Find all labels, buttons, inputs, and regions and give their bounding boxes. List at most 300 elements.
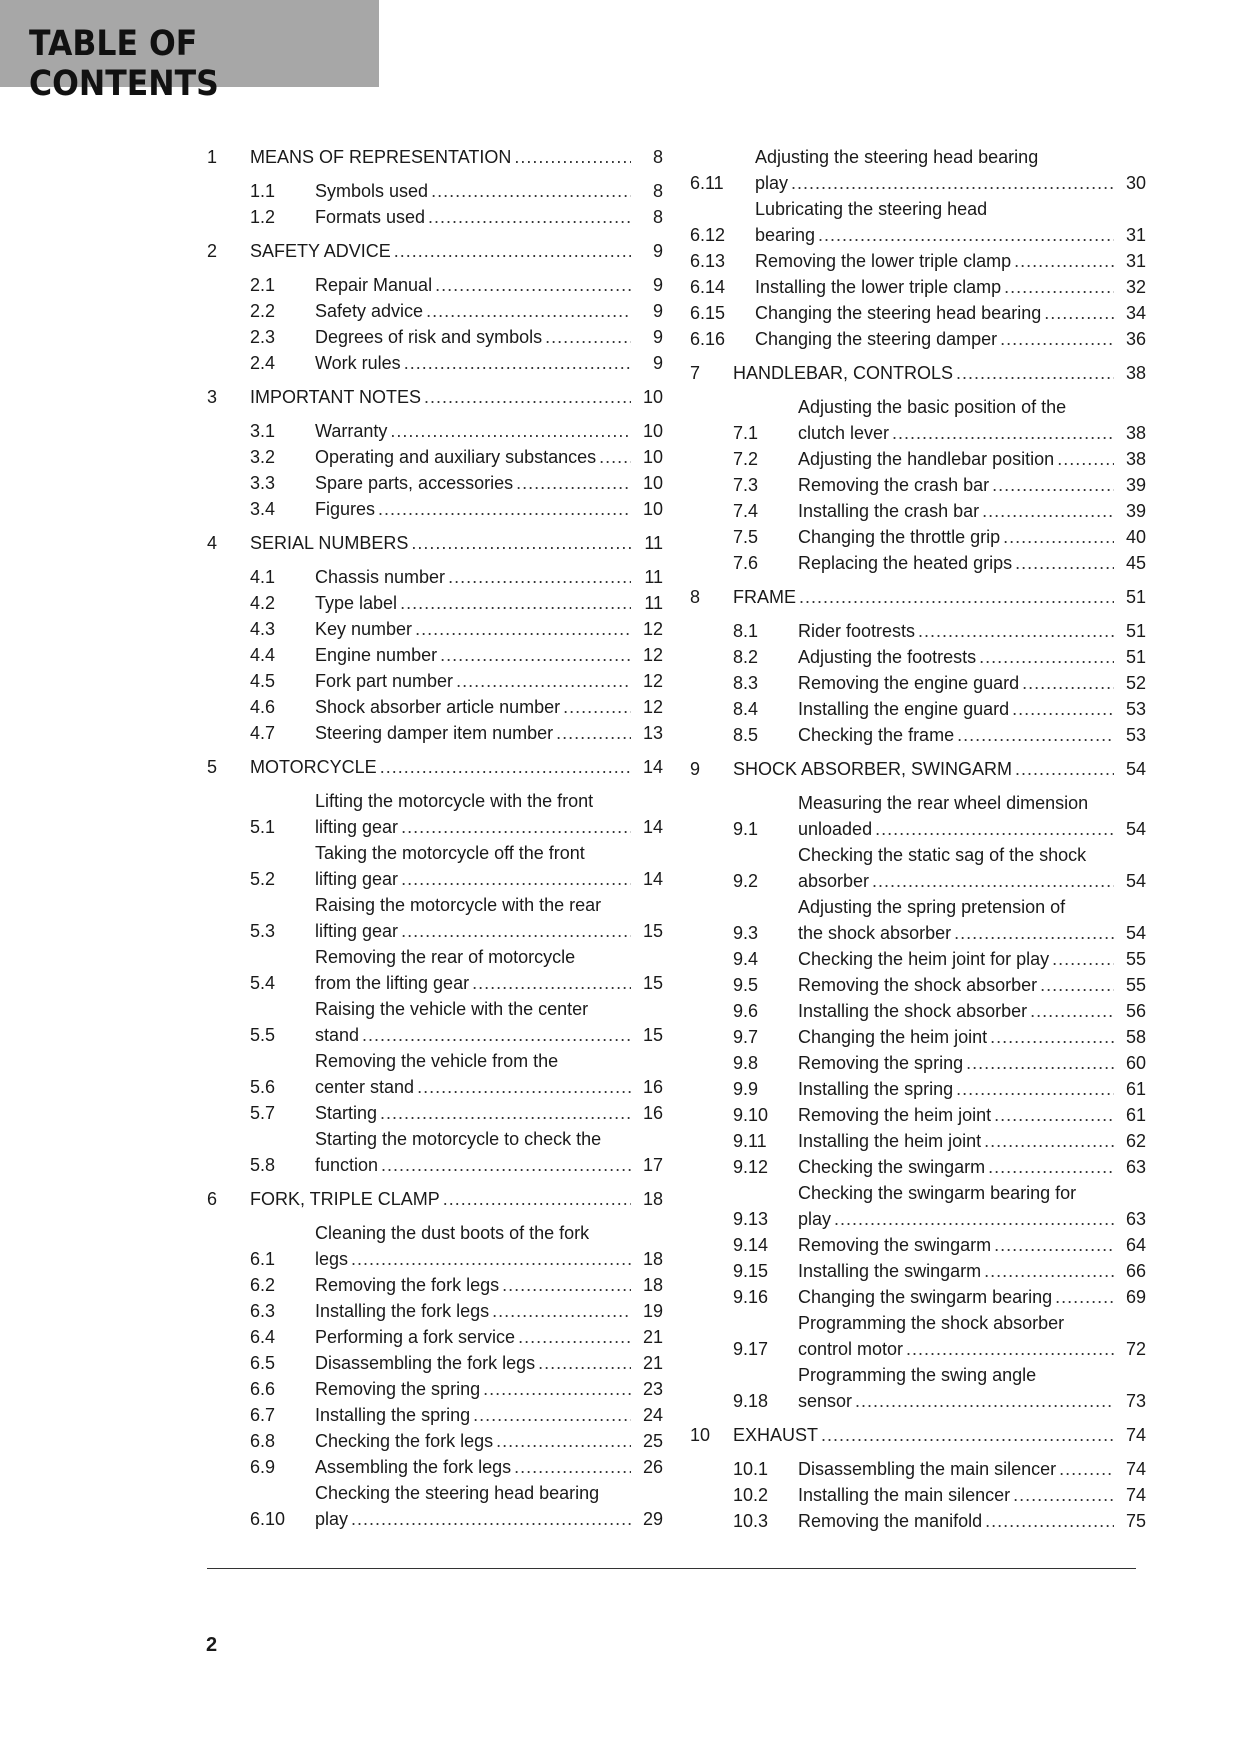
footer-page-number: 2 [206,1634,218,1656]
toc-entry-title [798,946,1146,972]
toc-entry-page: 51 [1125,587,1146,607]
toc-entry-number: 8.1 [733,621,759,641]
toc-leader-dots [872,868,1114,894]
toc-entry-number: 8.3 [733,673,759,693]
toc-leader-dots [404,350,631,376]
toc-entry-title-line: Removing the rear of motorcycle [315,947,576,967]
toc-entry-title [315,350,663,376]
toc-entry-last-line [250,530,663,556]
toc-entry-number: 4.4 [250,645,276,665]
toc-section-entry [690,196,1146,248]
toc-entry-number: 6.3 [250,1301,276,1321]
toc-entry-page: 38 [1125,449,1146,469]
toc-entry-title-line: Figures [315,499,376,519]
toc-entry-number: 6.13 [690,251,726,271]
toc-entry-title-line: Removing the shock absorber [798,975,1038,995]
toc-section-entry [690,670,1146,696]
toc-entry-title [315,1126,663,1178]
toc-entry-title [250,384,663,410]
toc-leader-dots [380,754,631,780]
toc-entry-last-line [798,1154,1146,1180]
toc-entry-last-line [798,550,1146,576]
toc-entry-last-line [315,470,663,496]
toc-entry-page: 61 [1125,1105,1146,1125]
toc-entry-page: 12 [642,697,663,717]
toc-entry-title-line: Installing the main silencer [798,1485,1011,1505]
toc-leader-dots [990,1024,1114,1050]
toc-entry-number: 9.5 [733,975,759,995]
toc-entry-page: 58 [1125,1027,1146,1047]
toc-entry-last-line [755,222,1146,248]
toc-entry-page: 63 [1125,1157,1146,1177]
toc-section-entry [207,1220,663,1272]
toc-entry-page: 54 [1125,819,1146,839]
toc-entry-title [250,144,663,170]
toc-entry-last-line [315,918,663,944]
toc-entry-title [798,472,1146,498]
toc-leader-dots [994,1102,1114,1128]
toc-leader-dots [538,1350,631,1376]
toc-entry-number: 4.2 [250,593,276,613]
toc-entry-title-line: Installing the lower triple clamp [755,277,1002,297]
toc-leader-dots [966,1050,1114,1076]
toc-entry-last-line [798,1024,1146,1050]
toc-entry-number: 7.4 [733,501,759,521]
toc-entry-last-line [315,1152,663,1178]
toc-entry-title-line: the shock absorber [798,923,952,943]
toc-entry-last-line [755,170,1146,196]
toc-entry-title [315,418,663,444]
toc-entry-page: 23 [642,1379,663,1399]
toc-section-entry [207,1100,663,1126]
toc-entry-last-line [798,1258,1146,1284]
toc-leader-dots [979,644,1114,670]
toc-entry-title-line: Formats used [315,207,426,227]
toc-entry-number: 6.15 [690,303,726,323]
toc-entry-number: 3 [207,387,218,407]
toc-entry-title-line: lifting gear [315,869,399,889]
toc-section-entry [690,1102,1146,1128]
toc-entry-title-line: MEANS OF REPRESENTATION [250,147,512,167]
toc-chapter-entry [207,384,663,410]
toc-leader-dots [875,816,1114,842]
toc-entry-number: 5.4 [250,973,276,993]
toc-entry-number: 6.8 [250,1431,276,1451]
toc-entry-title-line: Installing the spring [798,1079,954,1099]
toc-entry-title-line: Operating and auxiliary substances [315,447,597,467]
toc-leader-dots [957,722,1114,748]
toc-leader-dots [956,1076,1114,1102]
toc-entry-title-line: Lifting the motorcycle with the front [315,791,594,811]
toc-entry-title-line: clutch lever [798,423,890,443]
toc-leader-dots [440,642,631,668]
toc-entry-number: 10 [690,1425,711,1445]
toc-entry-title [798,842,1146,894]
toc-entry-number: 9.3 [733,923,759,943]
toc-leader-dots [1022,670,1114,696]
toc-entry-title [315,1048,663,1100]
toc-section-entry [690,300,1146,326]
toc-entry-page: 60 [1125,1053,1146,1073]
toc-entry-page: 12 [642,671,663,691]
toc-entry-last-line [755,326,1146,352]
toc-entry-number: 1.2 [250,207,276,227]
toc-entry-title-line: Adjusting the spring pretension of [798,897,1066,917]
toc-section-entry [690,1076,1146,1102]
toc-entry-page: 69 [1125,1287,1146,1307]
toc-chapter-entry [690,756,1146,782]
toc-entry-page: 75 [1125,1511,1146,1531]
toc-section-entry [207,350,663,376]
toc-entry-title-line: Removing the crash bar [798,475,990,495]
toc-entry-last-line [733,756,1146,782]
toc-entry-page: 72 [1125,1339,1146,1359]
toc-entry-title-line: Checking the swingarm bearing for [798,1183,1077,1203]
toc-section-entry [690,524,1146,550]
toc-entry-page: 15 [642,921,663,941]
toc-entry-title [798,618,1146,644]
toc-entry-page: 31 [1125,251,1146,271]
toc-entry-number: 10.2 [733,1485,769,1505]
toc-entry-page: 74 [1125,1485,1146,1505]
toc-entry-number: 6.11 [690,173,724,193]
toc-entry-page: 9 [652,275,663,295]
toc-section-entry [690,1024,1146,1050]
toc-entry-last-line [315,1298,663,1324]
toc-entry-page: 24 [642,1405,663,1425]
toc-entry-last-line [798,498,1146,524]
toc-entry-number: 2 [207,241,218,261]
toc-entry-title-line: Measuring the rear wheel dimension [798,793,1089,813]
toc-entry-title-line: HANDLEBAR, CONTROLS [733,363,954,383]
toc-entry-number: 8 [690,587,701,607]
toc-entry-page: 56 [1125,1001,1146,1021]
toc-entry-title [315,178,663,204]
toc-leader-dots [1015,756,1114,782]
toc-entry-last-line [798,1284,1146,1310]
toc-entry-number: 9.10 [733,1105,769,1125]
toc-entry-last-line [798,1102,1146,1128]
toc-leader-dots [834,1206,1114,1232]
toc-entry-page: 10 [642,421,663,441]
toc-entry-title [733,756,1146,782]
toc-entry-title [315,272,663,298]
toc-section-entry [690,394,1146,446]
toc-section-entry [690,274,1146,300]
toc-section-entry [690,550,1146,576]
toc-entry-title-line: Raising the motorcycle with the rear [315,895,602,915]
toc-entry-page: 30 [1125,173,1146,193]
toc-section-entry [207,840,663,892]
header-banner [0,0,379,104]
toc-entry-title-line: lifting gear [315,817,399,837]
toc-entry-number: 6.9 [250,1457,276,1477]
toc-entry-title [798,696,1146,722]
toc-entry-page: 54 [1125,871,1146,891]
toc-leader-dots [1044,300,1114,326]
toc-entry-title [798,894,1146,946]
toc-entry-page: 63 [1125,1209,1146,1229]
toc-entry-last-line [315,616,663,642]
toc-leader-dots [435,272,631,298]
toc-entry-last-line [755,300,1146,326]
toc-entry-last-line [798,1206,1146,1232]
toc-section-entry [690,248,1146,274]
toc-leader-dots [514,1454,631,1480]
toc-entry-title-line: play [798,1209,832,1229]
toc-entry-last-line [315,1100,663,1126]
toc-entry-number: 9.15 [733,1261,769,1281]
toc-leader-dots [1015,550,1114,576]
toc-entry-page: 12 [642,619,663,639]
toc-leader-dots [496,1428,631,1454]
toc-entry-title-line: Installing the heim joint [798,1131,982,1151]
toc-entry-number: 6.10 [250,1509,286,1529]
toc-entry-number: 4.6 [250,697,276,717]
toc-leader-dots [394,238,631,264]
toc-entry-page: 11 [644,567,663,587]
toc-section-entry [207,496,663,522]
toc-leader-dots [1014,248,1114,274]
toc-entry-title [250,754,663,780]
toc-entry-title-line: Removing the spring [798,1053,964,1073]
toc-section-entry [207,590,663,616]
toc-entry-number: 9.8 [733,1053,759,1073]
toc-entry-last-line [315,1428,663,1454]
toc-entry-title-line: IMPORTANT NOTES [250,387,422,407]
toc-chapter-entry [690,1422,1146,1448]
toc-leader-dots [1012,696,1114,722]
toc-entry-number: 3.3 [250,473,276,493]
toc-entry-title-line: Lubricating the steering head [755,199,988,219]
toc-entry-title-line: Checking the static sag of the shock [798,845,1087,865]
toc-entry-last-line [798,524,1146,550]
toc-leader-dots [918,618,1114,644]
toc-entry-last-line [755,248,1146,274]
toc-entry-title-line: MOTORCYCLE [250,757,377,777]
toc-leader-dots [443,1186,631,1212]
toc-entry-number: 5.7 [250,1103,276,1123]
toc-leader-dots [381,1152,631,1178]
toc-entry-page: 8 [652,147,663,167]
toc-entry-number: 10.3 [733,1511,769,1531]
toc-entry-title-line: Installing the engine guard [798,699,1010,719]
toc-entry-number: 4 [207,533,218,553]
toc-entry-title-line: Installing the shock absorber [798,1001,1028,1021]
toc-entry-number: 9.14 [733,1235,769,1255]
toc-entry-title [315,1298,663,1324]
toc-entry-title [315,298,663,324]
toc-section-entry [207,1402,663,1428]
toc-entry-last-line [315,350,663,376]
toc-leader-dots [1030,998,1114,1024]
toc-section-entry [690,1232,1146,1258]
toc-entry-title [755,144,1146,196]
toc-entry-number: 7.1 [733,423,759,443]
toc-entry-title [315,892,663,944]
toc-entry-title-line: sensor [798,1391,853,1411]
toc-entry-number: 5.1 [250,817,276,837]
toc-entry-page: 14 [642,757,663,777]
toc-leader-dots [390,418,631,444]
toc-section-entry [207,418,663,444]
toc-entry-page: 32 [1125,277,1146,297]
toc-entry-title-line: Checking the steering head bearing [315,1483,600,1503]
toc-entry-title [315,324,663,350]
toc-entry-title [315,1454,663,1480]
toc-entry-last-line [315,1246,663,1272]
toc-entry-last-line [315,496,663,522]
toc-entry-number: 2.4 [250,353,276,373]
toc-entry-title [798,1284,1146,1310]
toc-entry-title [798,1024,1146,1050]
toc-entry-page: 45 [1125,553,1146,573]
toc-entry-title-line: EXHAUST [733,1425,819,1445]
toc-entry-last-line [250,238,663,264]
toc-entry-number: 8.4 [733,699,759,719]
toc-entry-title [798,498,1146,524]
toc-section-entry [690,1362,1146,1414]
toc-entry-title-line: Steering damper item number [315,723,554,743]
toc-entry-title-line: Spare parts, accessories [315,473,514,493]
toc-entry-last-line [315,564,663,590]
toc-section-entry [207,564,663,590]
toc-entry-title [250,530,663,556]
toc-entry-last-line [755,274,1146,300]
toc-entry-title-line: Adjusting the handlebar position [798,449,1055,469]
toc-entry-title [315,1220,663,1272]
toc-leader-dots [431,178,631,204]
toc-entry-title-line: Key number [315,619,413,639]
toc-entry-title [798,1180,1146,1232]
toc-entry-last-line [798,472,1146,498]
toc-entry-title [315,668,663,694]
toc-section-entry [690,618,1146,644]
toc-entry-last-line [315,1350,663,1376]
toc-entry-number: 8.5 [733,725,759,745]
toc-entry-title [733,1422,1146,1448]
toc-section-entry [207,204,663,230]
toc-leader-dots [1003,524,1114,550]
toc-leader-dots [411,530,631,556]
toc-leader-dots [473,1402,631,1428]
toc-entry-last-line [315,298,663,324]
toc-leader-dots [994,1232,1114,1258]
toc-entry-title-line: Adjusting the footrests [798,647,977,667]
toc-entry-page: 8 [652,181,663,201]
toc-entry-title-line: Installing the crash bar [798,501,980,521]
toc-chapter-entry [207,238,663,264]
toc-section-entry [690,1050,1146,1076]
toc-entry-page: 62 [1125,1131,1146,1151]
toc-entry-page: 55 [1125,975,1146,995]
toc-entry-page: 64 [1125,1235,1146,1255]
toc-entry-page: 61 [1125,1079,1146,1099]
toc-entry-last-line [315,1376,663,1402]
toc-entry-page: 21 [642,1353,663,1373]
toc-entry-number: 3.2 [250,447,276,467]
toc-entry-last-line [798,670,1146,696]
toc-section-entry [690,1128,1146,1154]
toc-entry-number: 5.6 [250,1077,276,1097]
toc-leader-dots [401,814,631,840]
toc-section-entry [690,722,1146,748]
toc-entry-title-line: play [315,1509,349,1529]
toc-section-entry [690,1154,1146,1180]
toc-entry-last-line [798,644,1146,670]
toc-entry-title-line: Changing the heim joint [798,1027,988,1047]
toc-entry-title-line: Adjusting the basic position of the [798,397,1067,417]
toc-entry-title [755,196,1146,248]
toc-entry-page: 34 [1125,303,1146,323]
toc-entry-last-line [798,696,1146,722]
toc-entry-number: 2.3 [250,327,276,347]
toc-entry-page: 21 [642,1327,663,1347]
toc-entry-title-line: Removing the manifold [798,1511,983,1531]
toc-entry-title [315,590,663,616]
toc-leader-dots [855,1388,1114,1414]
toc-leader-dots [492,1298,631,1324]
toc-entry-page: 51 [1125,647,1146,667]
toc-leader-dots [1059,1456,1114,1482]
toc-entry-title-line: Programming the shock absorber [798,1313,1065,1333]
toc-section-entry [207,1350,663,1376]
toc-entry-number: 5.3 [250,921,276,941]
toc-entry-page: 9 [652,327,663,347]
toc-entry-title-line: Starting the motorcycle to check the [315,1129,602,1149]
toc-section-entry [207,1428,663,1454]
toc-entry-number: 6.16 [690,329,726,349]
toc-entry-last-line [315,418,663,444]
toc-entry-title [798,644,1146,670]
toc-entry-page: 51 [1125,621,1146,641]
toc-entry-number: 9.18 [733,1391,769,1411]
toc-entry-title-line: Changing the steering head bearing [755,303,1042,323]
toc-leader-dots [516,470,631,496]
toc-entry-title [798,1076,1146,1102]
toc-entry-title-line: Engine number [315,645,438,665]
toc-leader-dots [401,866,631,892]
toc-entry-page: 10 [642,387,663,407]
toc-entry-number: 5.2 [250,869,276,889]
toc-entry-last-line [798,1388,1146,1414]
toc-entry-last-line [733,584,1146,610]
toc-section-entry [690,998,1146,1024]
toc-entry-title [798,394,1146,446]
toc-leader-dots [982,498,1114,524]
toc-section-entry [690,790,1146,842]
toc-entry-title [315,616,663,642]
toc-entry-last-line [315,668,663,694]
toc-entry-last-line [733,1422,1146,1448]
toc-entry-title-line: Repair Manual [315,275,433,295]
toc-entry-title-line: Performing a fork service [315,1327,516,1347]
toc-entry-title-line: Assembling the fork legs [315,1457,512,1477]
toc-entry-page: 12 [642,645,663,665]
toc-entry-title-line: Replacing the heated grips [798,553,1013,573]
toc-entry-title [755,248,1146,274]
toc-entry-page: 13 [642,723,663,743]
toc-section-entry [690,1508,1146,1534]
toc-leader-dots [1004,274,1114,300]
toc-entry-page: 25 [642,1431,663,1451]
toc-leader-dots [351,1506,631,1532]
toc-leader-dots [472,970,631,996]
toc-column-left [207,144,663,1532]
toc-entry-title-line: Removing the spring [315,1379,481,1399]
toc-leader-dots [424,384,631,410]
toc-entry-last-line [798,1336,1146,1362]
